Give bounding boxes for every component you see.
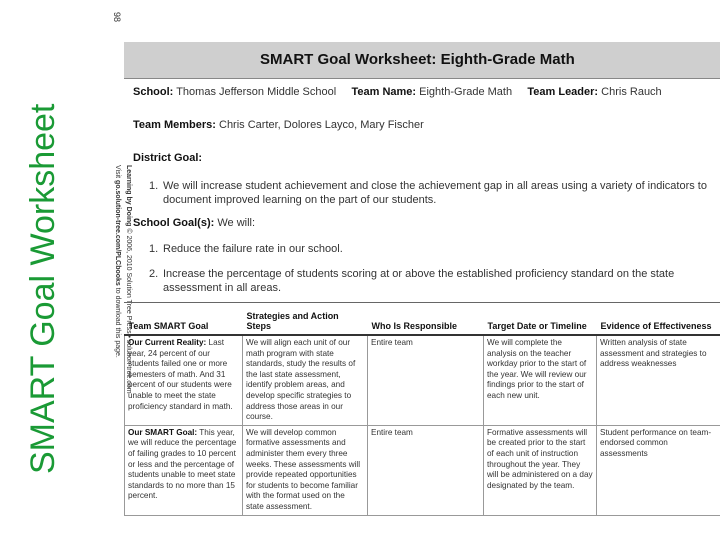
team-members-value: Chris Carter, Dolores Layco, Mary Fischer bbox=[219, 119, 424, 131]
table-row bbox=[125, 335, 720, 425]
team-members-row bbox=[133, 119, 424, 131]
goal-cell bbox=[125, 425, 243, 515]
strategies-cell: We will align each unit of our math program with state standards, study the results of the last state assessment, identify problem areas, and develop specific strategies to address those areas in our course. bbox=[243, 335, 368, 425]
goal-cell bbox=[125, 335, 243, 425]
school-goal-number: 2. bbox=[149, 268, 159, 280]
credit-visit: Visit bbox=[114, 165, 121, 181]
school-label: School: bbox=[133, 86, 174, 98]
credit-rest: © 2006, 2010 Solution Tree Press • solution-tree.com bbox=[125, 226, 132, 394]
school-goals-intro: We will: bbox=[217, 217, 256, 229]
goal-label: Our SMART Goal: bbox=[128, 427, 198, 437]
team-members-label: Team Members: bbox=[133, 119, 216, 131]
goal-text: Last year, 24 percent of our students failed one or more semesters of math. And 31 percent of our students were unable to meet the state proficiency standard in math. bbox=[128, 338, 233, 411]
page-number: 98 bbox=[112, 11, 122, 22]
strategies-cell: We will develop common formative assessments and administer them every three weeks. These assessments will provide repeated opportunities for students to become familiar with the format used on the state assessment. bbox=[243, 425, 368, 515]
col-header-responsible: Who Is Responsible bbox=[368, 306, 484, 335]
evidence-cell: Student performance on team-endorsed common assessments bbox=[597, 425, 720, 515]
table-header-row bbox=[125, 306, 720, 335]
smart-goal-table bbox=[124, 306, 720, 516]
district-goal-text: We will increase student achievement and close the achievement gap in all areas using a variety of indicators to document improved learning on the part of our students. bbox=[163, 180, 707, 206]
responsible-cell: Entire team bbox=[368, 335, 484, 425]
school-goals-row bbox=[133, 217, 255, 229]
worksheet bbox=[124, 42, 720, 528]
col-header-strategies: Strategies and Action Steps bbox=[243, 306, 368, 335]
credit-line-2 bbox=[112, 165, 123, 395]
team-leader-value: Chris Rauch bbox=[601, 86, 662, 98]
school-goal-number: 1. bbox=[149, 243, 159, 255]
table-top-rule bbox=[124, 302, 720, 303]
school-goal-text: Reduce the failure rate in our school. bbox=[163, 243, 343, 255]
table-row bbox=[125, 425, 720, 515]
district-goal-item bbox=[149, 179, 714, 207]
goal-label: Our Current Reality: bbox=[128, 338, 207, 347]
school-goal-text: Increase the percentage of students scoring at or above the established proficiency standard on the state assessment in all areas. bbox=[163, 268, 675, 294]
team-name-value: Eighth-Grade Math bbox=[419, 86, 513, 98]
district-goal-label: District Goal: bbox=[133, 152, 203, 164]
credit-download: to download this page. bbox=[114, 285, 121, 358]
school-goal-item bbox=[149, 267, 714, 295]
timeline-cell: We will complete the analysis on the teacher workday prior to the start of the year. We will review our findings prior to the start of each new unit. bbox=[484, 335, 597, 425]
team-name-label: Team Name: bbox=[351, 86, 417, 98]
book-title: Learning by Doing bbox=[125, 165, 132, 227]
side-title: SMART Goal Worksheet bbox=[24, 103, 62, 474]
responsible-cell: Entire team bbox=[368, 425, 484, 515]
col-header-timeline: Target Date or Timeline bbox=[484, 306, 597, 335]
school-goals-label: School Goal(s): bbox=[133, 217, 215, 229]
col-header-evidence: Evidence of Effectiveness bbox=[597, 306, 720, 335]
district-goal-number: 1. bbox=[149, 180, 159, 192]
download-link[interactable]: go.solution-tree.com/PLCbooks bbox=[114, 180, 121, 286]
col-header-goal: Team SMART Goal bbox=[125, 306, 243, 335]
team-leader-label: Team Leader: bbox=[527, 86, 599, 98]
school-info-row bbox=[133, 86, 662, 98]
school-goal-item bbox=[149, 242, 714, 256]
school-value: Thomas Jefferson Middle School bbox=[176, 86, 337, 98]
evidence-cell: Written analysis of state assessment and strategies to address weaknesses bbox=[597, 335, 720, 425]
goal-text: This year, we will reduce the percentage of failing grades to 10 percent or less and the percentage of students unable to meet state standards to no more than 15 percent. bbox=[128, 427, 237, 501]
timeline-cell: Formative assessments will be created prior to the start of each unit of instruction throughout the year. They will be administered on a day designated by the team. bbox=[484, 425, 597, 515]
worksheet-title: SMART Goal Worksheet: Eighth-Grade Math bbox=[124, 42, 720, 79]
